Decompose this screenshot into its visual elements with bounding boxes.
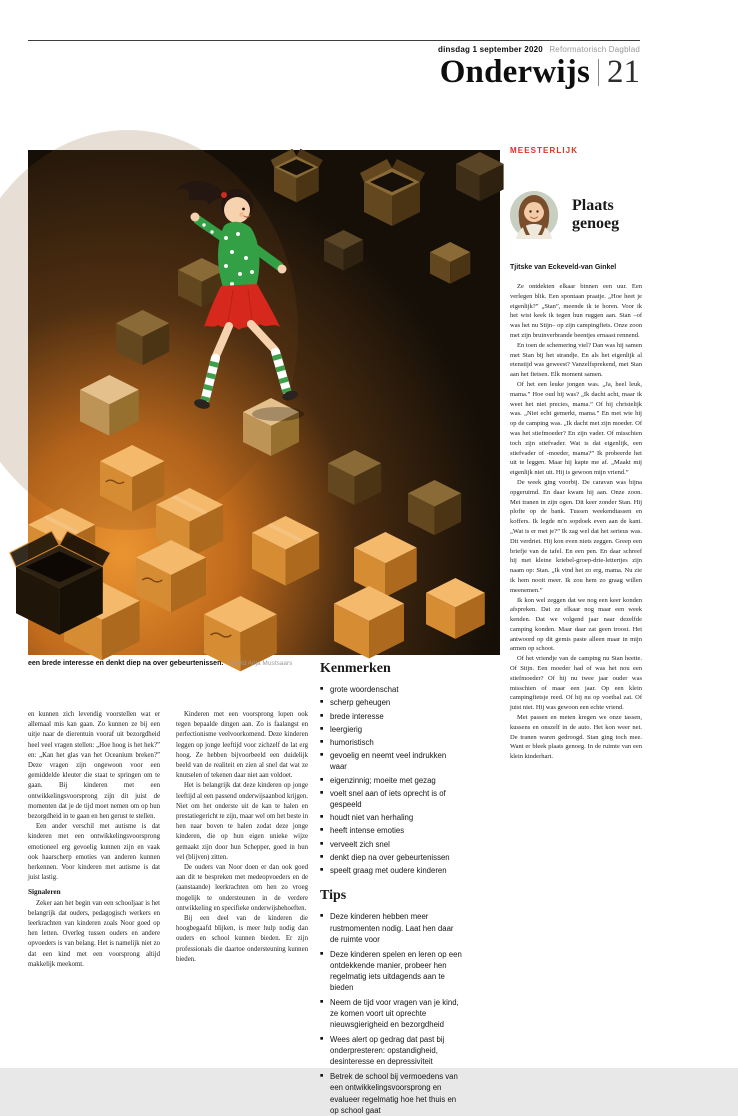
square-bullet-icon: ■ — [320, 867, 324, 874]
girl-running-over-boxes-illustration — [28, 150, 500, 655]
author-portrait-graphic — [510, 191, 558, 239]
kenmerken-item — [320, 684, 462, 695]
kenmerken-item — [320, 812, 462, 823]
kenmerken-item-text: scherp geheugen — [330, 698, 391, 708]
kenmerken-item — [320, 839, 462, 850]
tips-item — [320, 911, 462, 945]
section-header — [28, 54, 640, 91]
tips-title: Tips — [320, 888, 347, 904]
section-title: Onderwijs — [439, 54, 590, 90]
square-bullet-icon: ■ — [320, 739, 324, 746]
kenmerken-item — [320, 711, 462, 722]
sidebar-lists-column — [320, 661, 462, 1115]
square-bullet-icon: ■ — [320, 913, 324, 920]
kenmerken-item-text: humoristisch — [330, 738, 374, 748]
article-column-1 — [28, 710, 160, 1050]
kenmerken-item-text: speelt graag met oudere kinderen — [330, 866, 447, 876]
feature-header — [510, 191, 642, 239]
feature-column — [510, 146, 642, 762]
tips-item-text: Neem de tijd voor vragen van je kind, ze komen voort uit oprechte nieuwsgierigheid en bezorgdheid — [330, 997, 459, 1030]
tips-item-text: Deze kinderen spelen en leren op een ontdekkende manier, probeer hen regelmatig iets uitdagends aan te bieden — [330, 949, 462, 993]
tips-item — [320, 1071, 462, 1116]
square-bullet-icon: ■ — [320, 1073, 324, 1080]
article-paragraph: De ouders van Noor doen er dan ook goed aan dit te bespreken met medeopvoeders en de (aanstaande) leerkrachten om hen zo vroeg mogelijk te ondersteunen in de verdere ontwikkeling en specifieke onderwijsbehoeften. — [176, 864, 308, 912]
kenmerken-item — [320, 788, 462, 810]
illustration-svg — [28, 150, 500, 655]
kenmerken-list — [320, 684, 462, 876]
dateline — [28, 45, 640, 54]
kicker-meesterlijk: MEESTERLIJK — [510, 146, 579, 155]
kenmerken-item-text: verveelt zich snel — [330, 839, 390, 849]
tips-item — [320, 949, 462, 994]
feature-paragraph: Of het een leuke jongen was. „Ja, heel leuk, mama.” Hoe oud hij was? „Ik dacht acht, maar ik weet het niet precies, mama.” Of hij christelijk was. „Niet echt gemerkt, mama.” En met wie hij op de camping was. „Ik dacht met zijn moeder. Of was het stiefmoeder? En zijn vader. Of misschien toch zijn stiefvader. Wat is dat eigenlijk, een stiefvader of -moeder, mama?” Ik probeerde het uit te leggen. Maar hij kapte me af. „Maakt mij eigenlijk niet uit. Hij is gewoon mijn vriend.” — [510, 380, 642, 477]
article-paragraph: Het is belangrijk dat deze kinderen op jonge leeftijd al een passend onderwijsaanbod krijgen. Niet om het onderste uit de kan te halen en prestatiegericht te zijn, maar wel om het beste in hen naar boven te halen zodat deze jonge kinderen, die op hun eigen unieke wijze gemaakt zijn door hun Schepper, goed in hun vel (blijven) zitten. — [176, 782, 308, 861]
kenmerken-title: Kenmerken — [320, 661, 391, 676]
kenmerken-item — [320, 865, 462, 876]
kenmerken-item — [320, 825, 462, 836]
kenmerken-item-text: eigenzinnig; moeite met gezag — [330, 775, 436, 785]
feature-paragraph: Of het vriendje van de camping nu Stan heette. Of Stijn. Een moeder had of was het nou een stiefmoeder? Of hij nu twee jaar ouder was misschien of maar een jaar. Op een klein campingfietsje reed. Of hij nu op voetbal zat. Of juist niet. Hij was gewoon een echte vriend. — [510, 655, 642, 712]
caption-credit: beeld Anja Mustsaars — [230, 660, 293, 667]
kenmerken-item-text: heeft intense emoties — [330, 826, 405, 836]
article-paragraph: Een ander verschil met autisme is dat kinderen met een ontwikkelingsvoorsprong emotioneel erg gevoelig kunnen zijn en vaak ook haarscherp emoties van anderen kunnen herkennen. Voor kinderen met autisme is dat juist lastig. — [28, 823, 160, 882]
feature-author: Tjitske van Eckeveld-van Ginkel — [510, 264, 617, 271]
top-rule — [28, 40, 640, 41]
kenmerken-item — [320, 750, 462, 772]
square-bullet-icon: ■ — [320, 789, 324, 796]
issue-date: dinsdag 1 september 2020 — [438, 45, 543, 54]
feature-body — [510, 282, 642, 762]
feature-paragraph: Met passen en meten kregen we onze tassen, kussens en onszelf in de auto. Het kon weer net. De tranen waren gedroogd. Stan ging toch mee. Want er bleek plaats genoeg. In de ruimte van een klein kinderhart. — [510, 714, 642, 761]
kenmerken-item — [320, 697, 462, 708]
kenmerken-item-text: brede interesse — [330, 711, 384, 721]
square-bullet-icon: ■ — [320, 752, 324, 759]
square-bullet-icon: ■ — [320, 1035, 324, 1042]
subhead-signaleren: Signaleren — [28, 888, 61, 897]
tips-item — [320, 997, 462, 1031]
feature-paragraph: De week ging voorbij. De caravan was bijna opgeruimd. En daar kwam hij aan. Onze zoon. Met tranen in zijn ogen. Dit keer zonder Stan. Hij plofte op de bank. Tussen weekendtassen en koffers. Ik legde m'n sopdoek even aan de kant. „Wat is er met je?” Ik zag wel dat het serieus was. Dit verdriet. Hij kon even niets zeggen. Greep een briefje van de tafel. En een pen. En daar schreef hij met kleine kriebel-groep-drie-lettertjes zijn naam op: Stan. „Ik vind het zo erg, mama. Nu zie ik hem nooit meer. Ik zou hem zo graag willen meenemen.” — [510, 478, 642, 594]
square-bullet-icon: ■ — [320, 853, 324, 860]
tips-item-text: Deze kinderen hebben meer rustmomenten nodig. Laat hen daar de ruimte voor — [330, 912, 454, 944]
square-bullet-icon: ■ — [320, 840, 324, 847]
feature-paragraph: Ik kon wel zeggen dat we nog een keer konden afspreken. Dat ze elkaar nog maar een week kenden. Dat we volgend jaar naar dezelfde camping konden. Maar daar zat geen troost. Het antwoord op dit gemis paste alleen maar in mijn armen op schoot. — [510, 596, 642, 653]
paper-name: Reformatorisch Dagblad — [549, 45, 640, 54]
square-bullet-icon: ■ — [320, 827, 324, 834]
square-bullet-icon: ■ — [320, 699, 324, 706]
tips-item — [320, 1034, 462, 1068]
section-divider — [598, 59, 599, 86]
tips-item-text: Betrek de school bij vermoedens van een ontwikkelingsvoorsprong en evalueer regelmatig hoe het thuis en op school gaat — [330, 1072, 458, 1115]
kenmerken-item-text: denkt diep na over gebeurtenissen — [330, 852, 450, 862]
kenmerken-item-text: voelt snel aan of iets oprecht is of gespeeld — [330, 788, 446, 810]
kenmerken-item — [320, 724, 462, 735]
article-paragraph: Zeker aan het begin van een schooljaar is het belangrijk dat ouders, pedagogisch werkers en leerkrachten van kinderen zoals Noor goed op hen letten. Overleg tussen ouders en andere opvoeders is van belang. Het is namelijk niet zo dat een kind met een voorsprong altijd makkelijk meekomt. — [28, 899, 160, 968]
page-number: 21 — [607, 54, 640, 90]
feature-paragraph: Ze ontdekten elkaar binnen een uur. Een verlegen blik. Een spontaan praatje. „Hoe heet je eigenlijk?” „Stan”, meende ik te horen. Voor ik het wist keek ik tegen hun ruggen aan. Stan –of was het nu Stijn– op zijn campingfiets. Onze zoon met zijn bruinverbrande beentjes ernaast rennend. — [510, 283, 642, 339]
article-paragraph: en kunnen zich levendig voorstellen wat er allemaal mis kan gaan. Zo kunnen ze bij een uitje naar de dierentuin vooraf uit bezorgdheid heel veel vragen stellen: „Hoe hoog is het hek?” en: „Kan het glas van het Oceanium breken?” Deze vragen zijn ongewoon voor een gemiddelde kleuter die staat te springen om te gaan. Bij kinderen met een ontwikkelingsvoorsprong zijn dit juist de momenten dat je de tijd moet nemen om op hun bezorgdheid in te gaan en hen gerust te stellen. — [28, 711, 160, 821]
square-bullet-icon: ■ — [320, 776, 324, 783]
girl-shadow — [252, 407, 304, 421]
kenmerken-item-text: gevoelig en neemt veel indrukken waar — [330, 751, 447, 772]
article-paragraph: Bij een deel van de kinderen die hoogbegaafd blijken, is meer hulp nodig dan ouders en school kunnen bieden. Er zijn professionals die daartoe ondersteuning kunnen bieden. — [176, 915, 308, 963]
kenmerken-item — [320, 737, 462, 748]
square-bullet-icon: ■ — [320, 725, 324, 732]
tips-item-text: Wees alert op gedrag dat past bij onderpresteren: opstandigheid, desinteresse en depressiviteit — [330, 1034, 445, 1067]
kenmerken-item — [320, 775, 462, 786]
feature-title: Plaats genoeg — [572, 197, 620, 232]
kenmerken-item-text: grote woordenschat — [330, 685, 399, 695]
caption-text: een brede interesse en denkt diep na over gebeurtenissen. — [28, 660, 224, 667]
square-bullet-icon: ■ — [320, 686, 324, 693]
square-bullet-icon: ■ — [320, 950, 324, 957]
article-column-2 — [176, 710, 308, 1060]
kenmerken-item-text: leergierig — [330, 724, 363, 734]
square-bullet-icon: ■ — [320, 712, 324, 719]
article-paragraph: Kinderen met een voorsprong lopen ook tegen bepaalde dingen aan. Zo is faalangst en perfectionisme veelvoorkomend. Deze kinderen leggen op jonge leeftijd voor zichzelf de lat erg hoog. Ze hebben bijvoorbeeld een duidelijk beeld van de realiteit en zien al snel dat wat ze knutselen of tekenen daar niet aan voldoet. — [176, 711, 308, 780]
square-bullet-icon: ■ — [320, 814, 324, 821]
author-avatar — [510, 191, 558, 239]
kenmerken-item-text: houdt niet van herhaling — [330, 813, 414, 823]
square-bullet-icon: ■ — [320, 998, 324, 1005]
feature-paragraph: En toen de schemering viel? Dan was hij samen met Stan bij het strandje. En als het eigenlijk al etenstijd was geweest? Vanzelfsprekend, met Stan aan het fietsen. Elk moment samen. — [510, 341, 642, 379]
kenmerken-item — [320, 852, 462, 863]
tips-list — [320, 911, 462, 1115]
